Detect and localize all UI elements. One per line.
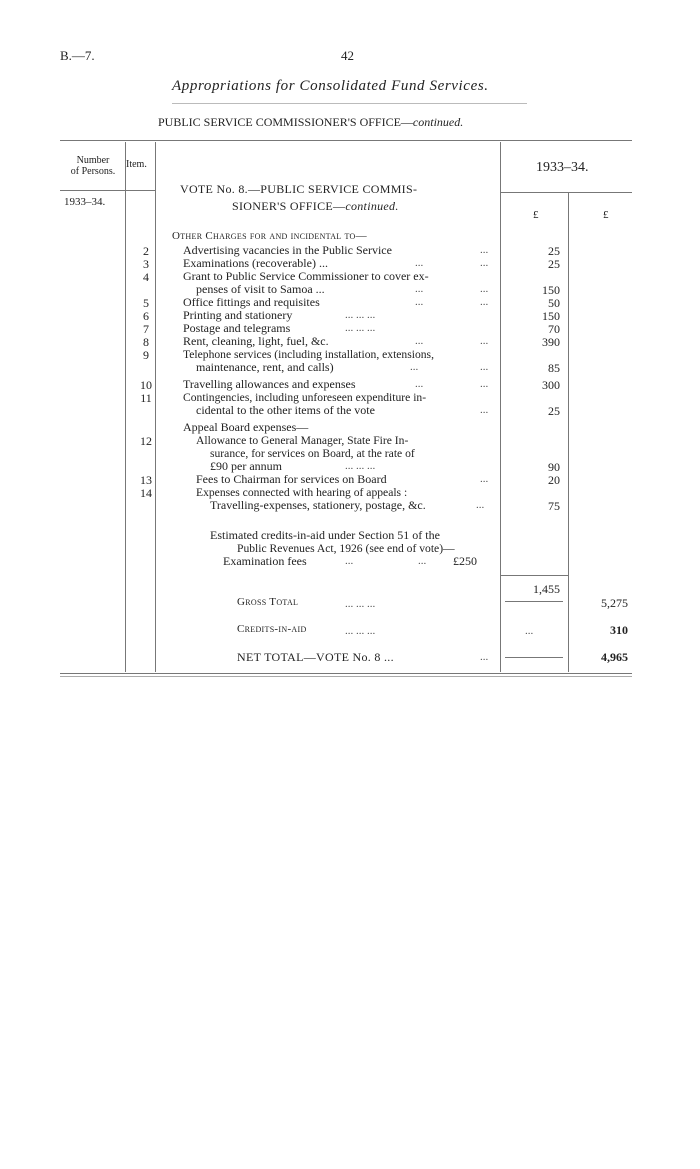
credits-note-amount: £250: [453, 554, 477, 568]
leader-dots: ...: [480, 404, 489, 416]
col-header-persons-l1: Number: [76, 155, 110, 166]
item-number: 2: [143, 244, 149, 258]
item-description-cont: Travelling-expenses, stationery, postage, &c.: [210, 498, 426, 512]
leader-dots: ...: [480, 335, 489, 347]
credits-in-aid-label: Credits-in-aid: [237, 623, 307, 635]
leader-dots: ...: [480, 473, 489, 485]
item-number: 11: [140, 391, 152, 405]
page-number: 42: [341, 48, 354, 63]
leader-dots: ...: [480, 244, 489, 256]
item-number: 4: [143, 270, 149, 284]
col-divider-item: [155, 142, 156, 672]
appeal-board-heading: Appeal Board expenses—: [183, 420, 309, 434]
leader-dots: ...: [480, 651, 489, 663]
item-number: 8: [143, 335, 149, 349]
item-number: 6: [143, 309, 149, 323]
item-number: 3: [143, 257, 149, 271]
other-charges-heading: Other Charges for and incidental to—: [172, 230, 367, 242]
leader-dots: ...: [480, 361, 489, 373]
net-total-label: NET TOTAL—VOTE No. 8 ...: [237, 650, 394, 664]
currency-symbol-2: £: [603, 209, 609, 221]
item-number: 13: [140, 473, 152, 487]
subtotal-underline: [505, 601, 563, 602]
leader-dots: ... ... ...: [345, 309, 376, 321]
leader-dots: ...: [415, 296, 424, 308]
leader-dots: ...: [480, 378, 489, 390]
vote-title-line2-cont: continued.: [345, 199, 399, 213]
persons-year: 1933–34.: [64, 196, 106, 208]
item-number: 12: [140, 434, 152, 448]
gross-total-amount: 5,275: [601, 596, 628, 610]
item-description: Office fittings and requisites: [183, 295, 320, 309]
section-heading: [158, 115, 463, 130]
item-amount: 85: [548, 361, 560, 375]
item-description: Grant to Public Service Commissioner to cover ex-: [183, 269, 429, 283]
item-amount: 25: [548, 257, 560, 271]
subtotal-rule: [500, 575, 568, 576]
item-description-cont: £90 per annum: [210, 459, 282, 473]
table-top-rule: [60, 140, 632, 141]
leader-dots: ... ... ...: [345, 460, 376, 472]
leader-dots: ...: [480, 283, 489, 295]
item-number: 14: [140, 486, 152, 500]
item-description: Postage and telegrams: [183, 321, 291, 335]
item-description: Expenses connected with hearing of appeals :: [196, 486, 408, 499]
net-total-amount: 4,965: [601, 650, 628, 664]
col-header-year: 1933–34.: [536, 160, 589, 175]
leader-dots: ...: [415, 378, 424, 390]
item-amount: 150: [542, 283, 560, 297]
item-description-cont: penses of visit to Samoa ...: [196, 282, 325, 296]
col-divider-persons: [125, 142, 126, 672]
section-heading-cont: continued.: [412, 115, 464, 129]
vote-title-line2-text: SIONER'S OFFICE—: [232, 199, 346, 213]
item-description: Rent, cleaning, light, fuel, &c.: [183, 334, 329, 348]
credits-note-line3: Examination fees: [223, 554, 307, 568]
currency-symbol-1: £: [533, 209, 539, 221]
item-description: Printing and stationery: [183, 308, 293, 322]
leader-dots: ...: [345, 555, 354, 567]
leader-dots: ...: [476, 499, 485, 511]
leader-dots: ...: [480, 296, 489, 308]
title-rule: [172, 103, 527, 104]
section-heading-text: PUBLIC SERVICE COMMISSIONER'S OFFICE—: [158, 115, 413, 129]
page-title: Appropriations for Consolidated Fund Services.: [172, 78, 489, 94]
item-number: 10: [140, 378, 152, 392]
col-divider-amount: [568, 193, 569, 672]
document-reference: B.—7.: [60, 48, 95, 63]
credits-in-aid-amount: 310: [610, 623, 628, 637]
subtotal-amount: 1,455: [533, 582, 560, 596]
leader-dots: ... ... ...: [345, 322, 376, 334]
leader-dots: ...: [415, 283, 424, 295]
persons-header-rule: [60, 190, 155, 191]
leader-dots: ... ... ...: [345, 625, 376, 637]
leader-dots: ...: [410, 361, 419, 373]
table-bottom-rule-2: [60, 676, 632, 677]
col-header-persons: [62, 155, 124, 177]
item-description: Fees to Chairman for services on Board: [196, 472, 387, 486]
leader-dots: ... ... ...: [345, 598, 376, 610]
item-number: 7: [143, 322, 149, 336]
leader-dots: ...: [418, 555, 427, 567]
net-col1-dash: [505, 657, 563, 658]
leader-dots: ...: [415, 257, 424, 269]
vote-title-line2: [232, 199, 399, 214]
vote-title-line1: VOTE No. 8.—PUBLIC SERVICE COMMIS-: [180, 182, 418, 196]
table-bottom-rule: [60, 673, 632, 674]
col-header-persons-l2: of Persons.: [70, 166, 116, 177]
item-description: Telephone services (including installation, extensions,: [183, 348, 434, 361]
item-description-cont: cidental to the other items of the vote: [196, 403, 375, 417]
year-header-rule: [500, 192, 632, 193]
item-amount: 25: [548, 404, 560, 418]
credits-col1-dots: ...: [525, 625, 534, 637]
item-amount: 300: [542, 378, 560, 392]
item-number: 9: [143, 348, 149, 362]
credits-note-line2: Public Revenues Act, 1926 (see end of vote)—: [237, 542, 455, 555]
item-amount: 90: [548, 460, 560, 474]
item-amount: 20: [548, 473, 560, 487]
item-amount: 150: [542, 309, 560, 323]
col-divider-desc: [500, 142, 501, 672]
item-amount: 390: [542, 335, 560, 349]
item-description-cont: maintenance, rent, and calls): [196, 360, 334, 374]
item-amount: 50: [548, 296, 560, 310]
item-description: Examinations (recoverable) ...: [183, 256, 328, 270]
item-description: Allowance to General Manager, State Fire In-: [196, 434, 409, 447]
item-description: Travelling allowances and expenses: [183, 377, 356, 391]
leader-dots: ...: [480, 257, 489, 269]
col-header-item: Item.: [126, 159, 147, 170]
item-description-cont: surance, for services on Board, at the rate of: [210, 447, 415, 460]
item-description: Advertising vacancies in the Public Service: [183, 243, 392, 257]
item-number: 5: [143, 296, 149, 310]
leader-dots: ...: [415, 335, 424, 347]
item-amount: 75: [548, 499, 560, 513]
item-amount: 70: [548, 322, 560, 336]
item-description: Contingencies, including unforeseen expenditure in-: [183, 391, 427, 404]
item-amount: 25: [548, 244, 560, 258]
credits-note-line1: Estimated credits-in-aid under Section 51 of the: [210, 528, 440, 542]
gross-total-label: Gross Total: [237, 596, 299, 608]
